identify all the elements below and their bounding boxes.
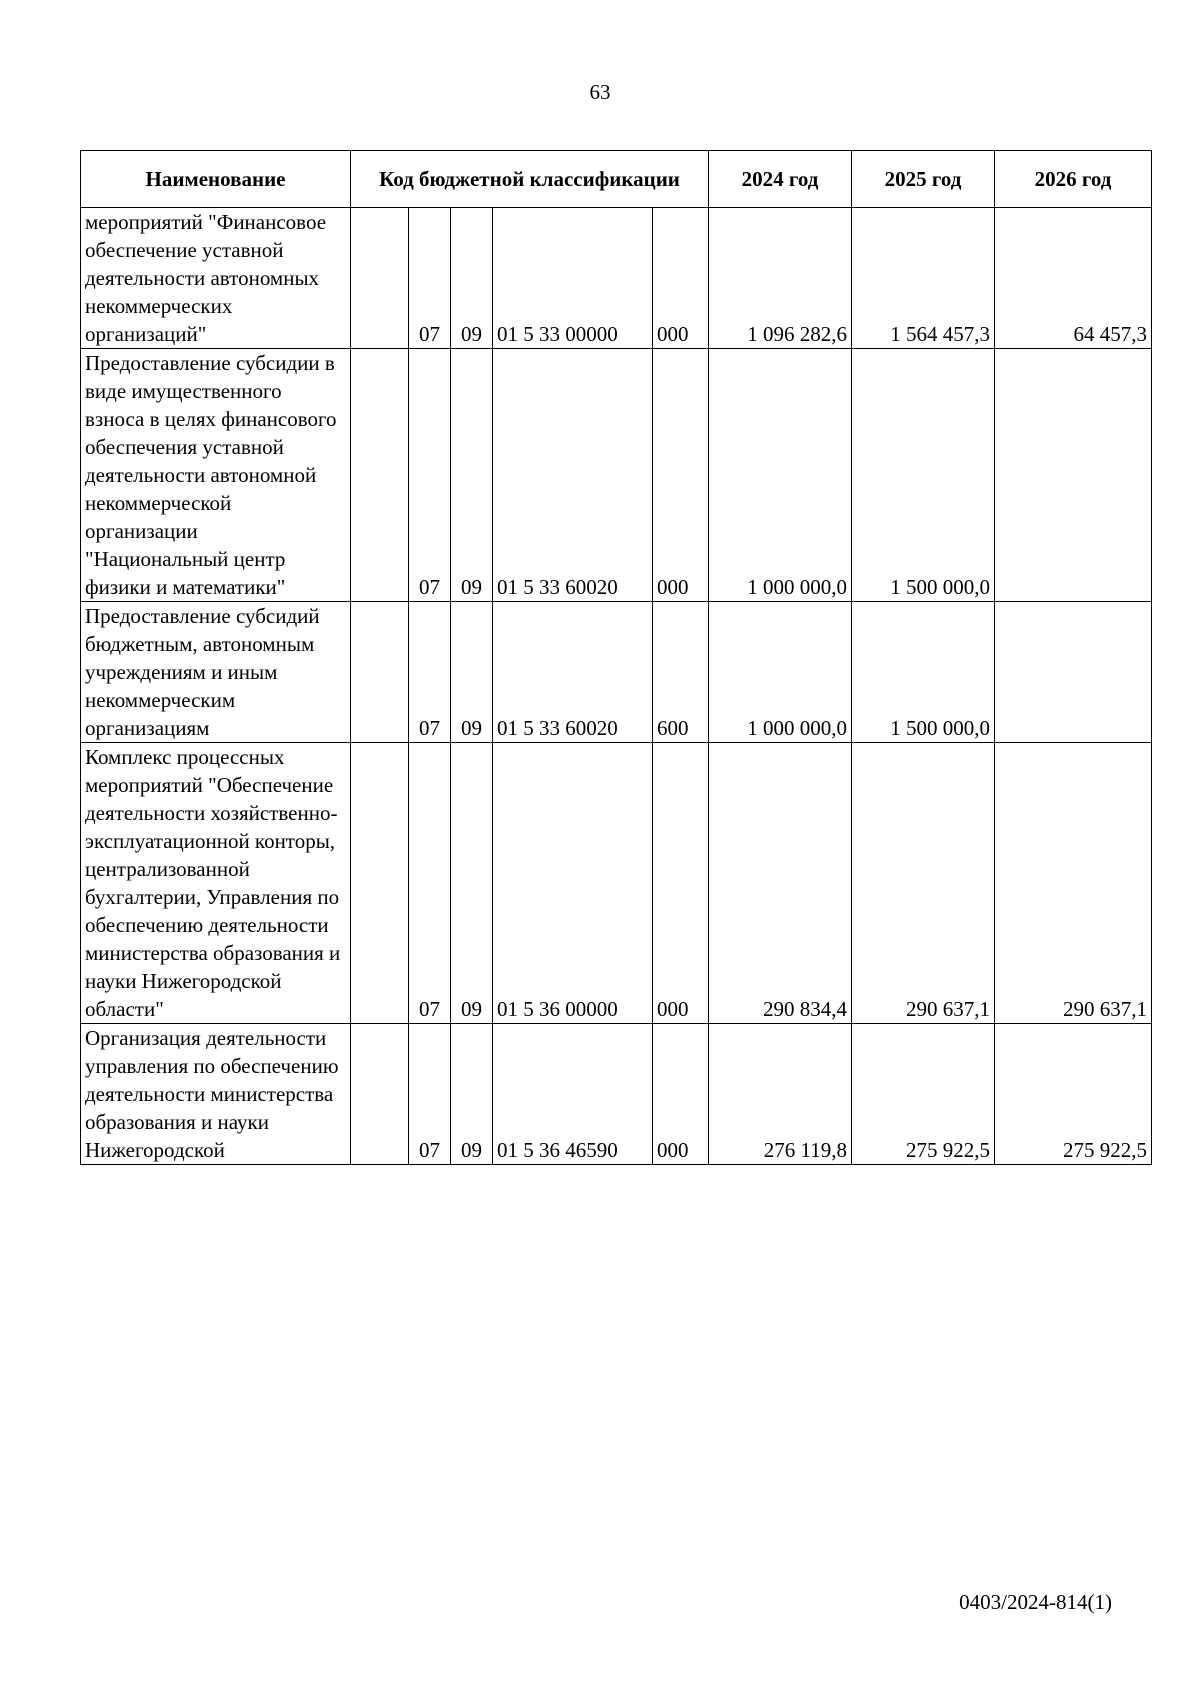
- code-subsection: 09: [451, 602, 493, 743]
- header-2026: 2026 год: [995, 151, 1152, 208]
- code-subsection: 09: [451, 1024, 493, 1165]
- value-2026: 64 457,3: [995, 208, 1152, 349]
- table-row: [81, 743, 1152, 1024]
- code-col-1: [351, 208, 409, 349]
- code-section: 07: [409, 349, 451, 602]
- code-subsection: 09: [451, 743, 493, 1024]
- value-2025: 275 922,5: [852, 1024, 995, 1165]
- code-col-1: [351, 743, 409, 1024]
- row-name: Комплекс процессных мероприятий "Обеспечение деятельности хозяйственно-эксплуатационной конторы, централизованной бухгалтерии, Управления по обеспечению деятельности министерства образования и науки Нижегородской области": [81, 743, 351, 1024]
- code-section: 07: [409, 602, 451, 743]
- code-section: 07: [409, 208, 451, 349]
- table-row: [81, 208, 1152, 349]
- code-subsection: 09: [451, 349, 493, 602]
- value-2026: [995, 349, 1152, 602]
- row-name: Предоставление субсидии в виде имущественного взноса в целях финансового обеспечения уставной деятельности автономной некоммерческой организации "Национальный центр физики и математики": [81, 349, 351, 602]
- code-section: 07: [409, 1024, 451, 1165]
- value-2025: 1 564 457,3: [852, 208, 995, 349]
- code-section: 07: [409, 743, 451, 1024]
- code-target-article: 01 5 33 60020: [493, 602, 653, 743]
- budget-table: [80, 150, 1152, 1165]
- code-target-article: 01 5 33 00000: [493, 208, 653, 349]
- code-expense-type: 600: [653, 602, 709, 743]
- value-2024: 1 000 000,0: [709, 349, 852, 602]
- value-2024: 290 834,4: [709, 743, 852, 1024]
- header-2024: 2024 год: [709, 151, 852, 208]
- code-col-1: [351, 349, 409, 602]
- code-expense-type: 000: [653, 208, 709, 349]
- row-name: мероприятий "Финансовое обеспечение уставной деятельности автономных некоммерческих организаций": [81, 208, 351, 349]
- value-2026: 290 637,1: [995, 743, 1152, 1024]
- code-expense-type: 000: [653, 743, 709, 1024]
- page-number: 63: [589, 80, 611, 104]
- value-2024: 276 119,8: [709, 1024, 852, 1165]
- table-header-row: [81, 151, 1152, 208]
- code-target-article: 01 5 36 46590: [493, 1024, 653, 1165]
- value-2026: [995, 602, 1152, 743]
- value-2025: 1 500 000,0: [852, 349, 995, 602]
- code-expense-type: 000: [653, 349, 709, 602]
- row-name: Предоставление субсидий бюджетным, автономным учреждениям и иным некоммерческим организациям: [81, 602, 351, 743]
- code-target-article: 01 5 33 60020: [493, 349, 653, 602]
- code-expense-type: 000: [653, 1024, 709, 1165]
- header-code: Код бюджетной классификации: [351, 151, 709, 208]
- code-target-article: 01 5 36 00000: [493, 743, 653, 1024]
- value-2026: 275 922,5: [995, 1024, 1152, 1165]
- code-subsection: 09: [451, 208, 493, 349]
- header-name: Наименование: [81, 151, 351, 208]
- value-2024: 1 096 282,6: [709, 208, 852, 349]
- value-2024: 1 000 000,0: [709, 602, 852, 743]
- row-name: Организация деятельности управления по обеспечению деятельности министерства образования и науки Нижегородской: [81, 1024, 351, 1165]
- value-2025: 290 637,1: [852, 743, 995, 1024]
- table-row: [81, 602, 1152, 743]
- header-2025: 2025 год: [852, 151, 995, 208]
- table-row: [81, 1024, 1152, 1165]
- value-2025: 1 500 000,0: [852, 602, 995, 743]
- code-col-1: [351, 602, 409, 743]
- code-col-1: [351, 1024, 409, 1165]
- document-number: 0403/2024-814(1): [959, 1590, 1112, 1614]
- table-row: [81, 349, 1152, 602]
